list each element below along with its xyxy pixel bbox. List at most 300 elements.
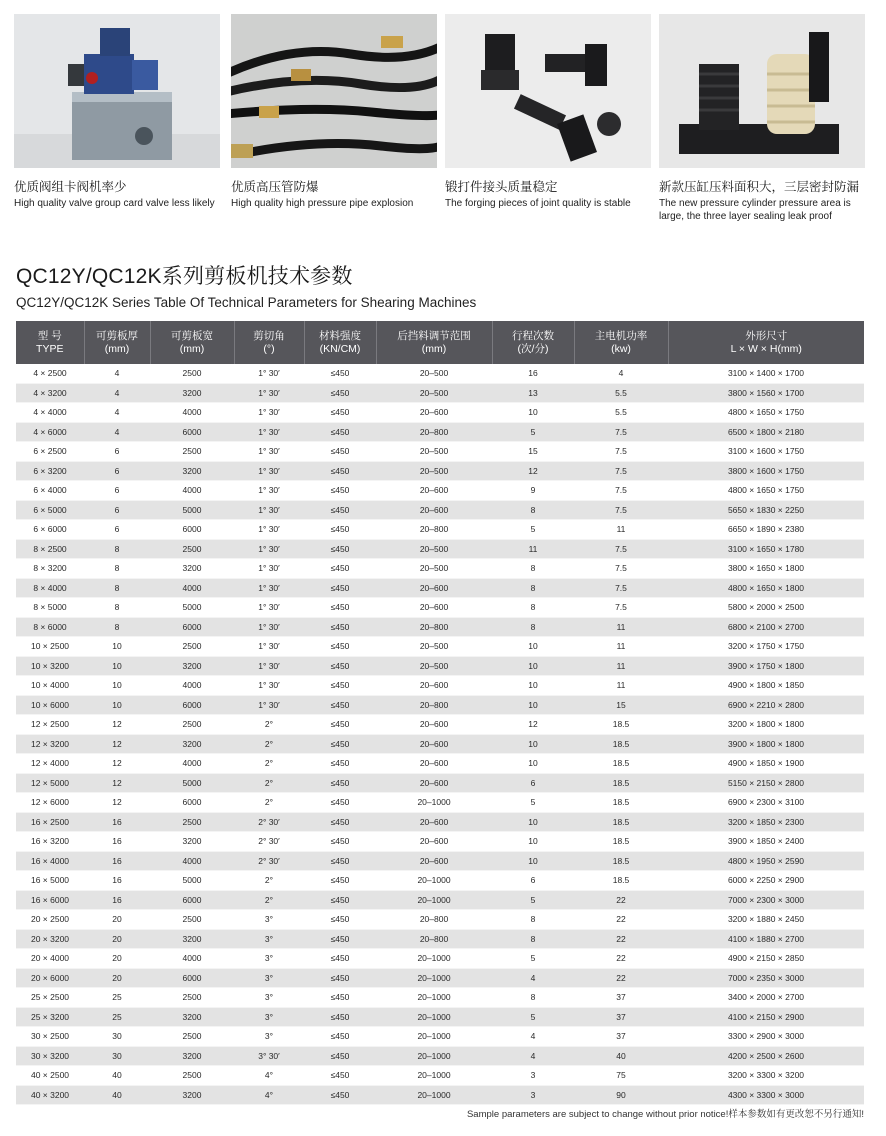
table-cell: 20–1000 — [376, 988, 492, 1008]
table-cell: 30 — [84, 1027, 150, 1047]
table-cell: 8 — [84, 539, 150, 559]
table-cell: 5800 × 2000 × 2500 — [668, 598, 864, 618]
pressure-cylinder-photo — [659, 14, 865, 168]
table-cell: 10 — [492, 676, 574, 696]
table-cell: 4 — [84, 364, 150, 383]
feature-strip — [14, 14, 864, 234]
feature-caption-zh: 新款压缸压料面积大，三层密封防漏 — [659, 180, 860, 194]
table-cell: 22 — [574, 929, 668, 949]
table-cell: 18.5 — [574, 832, 668, 852]
table-cell: ≤450 — [304, 812, 376, 832]
column-header-en: (kw) — [611, 342, 631, 355]
table-cell: 5 — [492, 422, 574, 442]
table-row — [16, 403, 864, 423]
table-cell: 3200 — [150, 1007, 234, 1027]
table-cell: 6000 — [150, 968, 234, 988]
column-header — [150, 321, 234, 364]
table-cell: 20–1000 — [376, 1027, 492, 1047]
table-cell: 3° — [234, 988, 304, 1008]
table-cell: ≤450 — [304, 578, 376, 598]
spec-table — [16, 321, 864, 1105]
table-cell: 3800 × 1600 × 1750 — [668, 461, 864, 481]
table-cell: 5.5 — [574, 383, 668, 403]
table-cell: 20–500 — [376, 637, 492, 657]
table-cell: 6 × 3200 — [16, 461, 84, 481]
table-cell: ≤450 — [304, 598, 376, 618]
table-cell: 6 × 5000 — [16, 500, 84, 520]
table-row — [16, 481, 864, 501]
table-cell: ≤450 — [304, 1027, 376, 1047]
table-cell: ≤450 — [304, 461, 376, 481]
table-cell: 1° 30′ — [234, 383, 304, 403]
column-header — [304, 321, 376, 364]
column-header-zh: 可剪板宽 — [171, 329, 213, 342]
table-row — [16, 1085, 864, 1105]
table-cell: 10 — [492, 637, 574, 657]
table-cell: 4 — [492, 1046, 574, 1066]
table-cell: 1° 30′ — [234, 637, 304, 657]
table-row — [16, 500, 864, 520]
table-cell: 4 × 3200 — [16, 383, 84, 403]
table-cell: 8 — [492, 500, 574, 520]
fittings-photo — [445, 14, 651, 168]
column-header-en: (KN/CM) — [319, 342, 361, 355]
table-cell: 18.5 — [574, 754, 668, 774]
table-cell: 20–600 — [376, 715, 492, 735]
page-subtitle: QC12Y/QC12K Series Table Of Technical Parameters for Shearing Machines — [16, 295, 477, 310]
table-cell: 1° 30′ — [234, 442, 304, 462]
column-header-en: (mm) — [104, 342, 130, 355]
table-cell: 4000 — [150, 481, 234, 501]
table-cell: 20–1000 — [376, 793, 492, 813]
table-cell: 16 — [84, 871, 150, 891]
table-cell: 3300 × 2900 × 3000 — [668, 1027, 864, 1047]
table-cell: 11 — [574, 617, 668, 637]
table-cell: ≤450 — [304, 949, 376, 969]
table-cell: 4800 × 1650 × 1750 — [668, 403, 864, 423]
table-cell: 40 — [574, 1046, 668, 1066]
table-cell: 20–1000 — [376, 1007, 492, 1027]
table-cell: 20–500 — [376, 461, 492, 481]
feature-caption-en: The new pressure cylinder pressure area is large, the three layer sealing leak proof — [659, 198, 851, 222]
table-cell: 9 — [492, 481, 574, 501]
table-cell: 25 × 2500 — [16, 988, 84, 1008]
table-cell: 1° 30′ — [234, 403, 304, 423]
table-cell: 12 × 6000 — [16, 793, 84, 813]
table-cell: 20–600 — [376, 832, 492, 852]
table-cell: 1° 30′ — [234, 695, 304, 715]
table-cell: 2500 — [150, 988, 234, 1008]
table-cell: 3400 × 2000 × 2700 — [668, 988, 864, 1008]
table-cell: 10 — [492, 403, 574, 423]
table-cell: ≤450 — [304, 734, 376, 754]
table-cell: 5150 × 2150 × 2800 — [668, 773, 864, 793]
table-cell: 2500 — [150, 442, 234, 462]
table-cell: 20–500 — [376, 442, 492, 462]
table-cell: ≤450 — [304, 1066, 376, 1086]
column-header — [574, 321, 668, 364]
table-cell: 6800 × 2100 × 2700 — [668, 617, 864, 637]
table-cell: ≤450 — [304, 1046, 376, 1066]
table-cell: 3° — [234, 929, 304, 949]
table-cell: ≤450 — [304, 851, 376, 871]
table-cell: 6000 — [150, 520, 234, 540]
table-cell: 8 — [492, 578, 574, 598]
table-cell: 10 × 6000 — [16, 695, 84, 715]
table-row — [16, 1027, 864, 1047]
table-cell: 3 — [492, 1066, 574, 1086]
table-cell: 20–600 — [376, 500, 492, 520]
table-cell: 12 — [84, 754, 150, 774]
table-cell: 8 × 2500 — [16, 539, 84, 559]
feature-caption-en: The forging pieces of joint quality is stable — [445, 198, 631, 209]
table-cell: 37 — [574, 1027, 668, 1047]
table-cell: 20–800 — [376, 910, 492, 930]
table-cell: 20–600 — [376, 773, 492, 793]
feature-caption-zh: 优质阀组卡阀机率少 — [14, 180, 127, 194]
table-cell: 1° 30′ — [234, 676, 304, 696]
table-cell: 3200 × 1850 × 2300 — [668, 812, 864, 832]
table-cell: 1° 30′ — [234, 461, 304, 481]
table-cell: ≤450 — [304, 559, 376, 579]
table-cell: 10 × 3200 — [16, 656, 84, 676]
table-cell: 40 × 2500 — [16, 1066, 84, 1086]
table-cell: 5000 — [150, 598, 234, 618]
column-header-zh: 行程次数 — [512, 329, 554, 342]
table-cell: 15 — [574, 695, 668, 715]
table-row — [16, 910, 864, 930]
table-cell: 2° — [234, 773, 304, 793]
column-header-zh: 型 号 — [37, 329, 62, 342]
table-cell: 20–800 — [376, 695, 492, 715]
table-cell: 6900 × 2210 × 2800 — [668, 695, 864, 715]
column-header-en: (次/分) — [517, 342, 549, 355]
table-row — [16, 890, 864, 910]
table-cell: 15 — [492, 442, 574, 462]
table-cell: 20–800 — [376, 929, 492, 949]
table-cell: 25 — [84, 1007, 150, 1027]
table-cell: 4000 — [150, 851, 234, 871]
table-cell: 20–1000 — [376, 871, 492, 891]
table-cell: 5 — [492, 520, 574, 540]
table-cell: 8 × 5000 — [16, 598, 84, 618]
table-cell: 20–600 — [376, 598, 492, 618]
table-cell: 6000 × 2250 × 2900 — [668, 871, 864, 891]
table-cell: 3100 × 1600 × 1750 — [668, 442, 864, 462]
table-cell: 16 — [84, 890, 150, 910]
table-cell: 3800 × 1560 × 1700 — [668, 383, 864, 403]
table-cell: 4 — [84, 403, 150, 423]
column-header-zh: 材料强度 — [319, 329, 361, 342]
table-row — [16, 773, 864, 793]
table-cell: 2500 — [150, 539, 234, 559]
table-cell: ≤450 — [304, 520, 376, 540]
table-cell: 2500 — [150, 1066, 234, 1086]
table-cell: 3200 — [150, 832, 234, 852]
table-row — [16, 968, 864, 988]
table-cell: 3200 — [150, 383, 234, 403]
table-cell: 20–600 — [376, 676, 492, 696]
footnote: Sample parameters are subject to change without prior notice!样本参数如有更改恕不另行通知! — [466, 1109, 864, 1120]
column-header — [376, 321, 492, 364]
table-cell: 8 — [492, 910, 574, 930]
table-cell: 12 × 4000 — [16, 754, 84, 774]
table-cell: 3100 × 1650 × 1780 — [668, 539, 864, 559]
table-cell: 3200 — [150, 929, 234, 949]
table-cell: 7.5 — [574, 559, 668, 579]
column-header-en: (mm) — [179, 342, 205, 355]
table-row — [16, 793, 864, 813]
column-header — [16, 321, 84, 364]
feature-fittings — [445, 14, 651, 210]
table-cell: 1° 30′ — [234, 578, 304, 598]
table-cell: 18.5 — [574, 851, 668, 871]
table-cell: 10 — [492, 812, 574, 832]
table-row — [16, 851, 864, 871]
table-cell: 20–1000 — [376, 1085, 492, 1105]
table-cell: 10 × 4000 — [16, 676, 84, 696]
table-cell: 10 — [492, 695, 574, 715]
table-cell: 3900 × 1850 × 2400 — [668, 832, 864, 852]
table-cell: 20 — [84, 968, 150, 988]
table-cell: 30 — [84, 1046, 150, 1066]
table-row — [16, 656, 864, 676]
table-cell: 4 × 4000 — [16, 403, 84, 423]
column-header-zh: 后挡料调节范围 — [397, 329, 471, 342]
table-cell: 5 — [492, 793, 574, 813]
table-cell: 10 — [492, 754, 574, 774]
table-cell: ≤450 — [304, 754, 376, 774]
table-cell: 2° — [234, 715, 304, 735]
table-cell: ≤450 — [304, 403, 376, 423]
table-cell: 4900 × 2150 × 2850 — [668, 949, 864, 969]
table-row — [16, 598, 864, 618]
table-cell: 2500 — [150, 364, 234, 383]
table-cell: 12 × 5000 — [16, 773, 84, 793]
table-row — [16, 695, 864, 715]
table-cell: 5000 — [150, 500, 234, 520]
table-cell: 12 — [84, 734, 150, 754]
table-cell: 12 × 3200 — [16, 734, 84, 754]
table-cell: 16 — [84, 851, 150, 871]
page-title: QC12Y/QC12K系列剪板机技术参数 — [16, 265, 353, 288]
table-cell: 16 — [492, 364, 574, 383]
table-cell: 11 — [574, 676, 668, 696]
table-cell: 2° — [234, 734, 304, 754]
column-header — [492, 321, 574, 364]
table-cell: 4 — [84, 383, 150, 403]
table-cell: 12 — [84, 773, 150, 793]
table-cell: 3° — [234, 1027, 304, 1047]
table-cell: ≤450 — [304, 773, 376, 793]
table-cell: 20–500 — [376, 383, 492, 403]
table-cell: 18.5 — [574, 773, 668, 793]
table-cell: 37 — [574, 1007, 668, 1027]
column-header-en: (mm) — [421, 342, 447, 355]
table-cell: 7.5 — [574, 598, 668, 618]
table-cell: 20–800 — [376, 422, 492, 442]
table-cell: 5 — [492, 890, 574, 910]
table-cell: 20 × 4000 — [16, 949, 84, 969]
table-cell: 3800 × 1650 × 1800 — [668, 559, 864, 579]
table-cell: 16 × 6000 — [16, 890, 84, 910]
table-cell: 5650 × 1830 × 2250 — [668, 500, 864, 520]
table-cell: 1° 30′ — [234, 559, 304, 579]
feature-hose — [231, 14, 437, 210]
table-cell: 37 — [574, 988, 668, 1008]
table-cell: 4100 × 1880 × 2700 — [668, 929, 864, 949]
table-cell: 20 — [84, 910, 150, 930]
table-cell: 3200 — [150, 734, 234, 754]
table-cell: 2500 — [150, 812, 234, 832]
table-cell: 16 × 3200 — [16, 832, 84, 852]
hose-photo — [231, 14, 437, 168]
table-row — [16, 754, 864, 774]
table-cell: 6900 × 2300 × 3100 — [668, 793, 864, 813]
table-row — [16, 949, 864, 969]
table-row — [16, 812, 864, 832]
table-cell: ≤450 — [304, 656, 376, 676]
table-row — [16, 442, 864, 462]
table-cell: 5 — [492, 949, 574, 969]
table-cell: 4° — [234, 1085, 304, 1105]
table-cell: 6000 — [150, 695, 234, 715]
column-header — [234, 321, 304, 364]
table-cell: 20 × 6000 — [16, 968, 84, 988]
table-row — [16, 422, 864, 442]
table-cell: 3200 — [150, 656, 234, 676]
table-cell: 3 — [492, 1085, 574, 1105]
table-cell: 10 — [84, 637, 150, 657]
table-cell: 12 — [492, 461, 574, 481]
table-cell: 20–600 — [376, 403, 492, 423]
table-cell: 20–800 — [376, 520, 492, 540]
table-cell: 12 × 2500 — [16, 715, 84, 735]
table-cell: 8 — [492, 988, 574, 1008]
table-cell: ≤450 — [304, 832, 376, 852]
table-row — [16, 637, 864, 657]
table-cell: 16 × 4000 — [16, 851, 84, 871]
table-cell: 4000 — [150, 403, 234, 423]
table-cell: 90 — [574, 1085, 668, 1105]
table-cell: 4 × 2500 — [16, 364, 84, 383]
table-row — [16, 715, 864, 735]
table-cell: 20–600 — [376, 754, 492, 774]
table-row — [16, 676, 864, 696]
table-cell: 7.5 — [574, 461, 668, 481]
table-cell: 4000 — [150, 578, 234, 598]
table-cell: 75 — [574, 1066, 668, 1086]
table-row — [16, 617, 864, 637]
table-cell: 3900 × 1800 × 1800 — [668, 734, 864, 754]
table-cell: ≤450 — [304, 539, 376, 559]
table-cell: 2° — [234, 754, 304, 774]
table-cell: 8 — [84, 559, 150, 579]
table-cell: 4000 — [150, 676, 234, 696]
column-header-en: L × W × H(mm) — [730, 342, 802, 355]
column-header-zh: 主电机功率 — [594, 329, 648, 342]
table-cell: 18.5 — [574, 871, 668, 891]
table-cell: 3200 — [150, 559, 234, 579]
table-cell: 4 — [574, 364, 668, 383]
table-cell: 6 × 6000 — [16, 520, 84, 540]
table-cell: 22 — [574, 968, 668, 988]
table-cell: 20–1000 — [376, 1046, 492, 1066]
table-cell: 4200 × 2500 × 2600 — [668, 1046, 864, 1066]
table-cell: 10 — [492, 851, 574, 871]
table-cell: 7.5 — [574, 442, 668, 462]
table-cell: 6500 × 1800 × 2180 — [668, 422, 864, 442]
table-cell: 2° 30′ — [234, 832, 304, 852]
table-cell: 2500 — [150, 1027, 234, 1047]
table-cell: 20–1000 — [376, 949, 492, 969]
table-row — [16, 520, 864, 540]
table-cell: ≤450 — [304, 793, 376, 813]
table-cell: ≤450 — [304, 422, 376, 442]
table-cell: 40 — [84, 1066, 150, 1086]
table-cell: 40 × 3200 — [16, 1085, 84, 1105]
table-cell: 1° 30′ — [234, 598, 304, 618]
table-cell: 18.5 — [574, 734, 668, 754]
table-cell: 4800 × 1950 × 2590 — [668, 851, 864, 871]
table-cell: 7000 × 2350 × 3000 — [668, 968, 864, 988]
table-cell: 1° 30′ — [234, 364, 304, 383]
table-cell: 4 — [492, 968, 574, 988]
table-cell: 8 × 3200 — [16, 559, 84, 579]
table-cell: ≤450 — [304, 1007, 376, 1027]
table-cell: 20–500 — [376, 559, 492, 579]
feature-pressure-cylinder — [659, 14, 865, 223]
table-cell: 18.5 — [574, 793, 668, 813]
column-header-en: TYPE — [36, 342, 64, 355]
table-row — [16, 929, 864, 949]
table-cell: 7.5 — [574, 539, 668, 559]
table-row — [16, 988, 864, 1008]
table-cell: 12 — [84, 715, 150, 735]
table-cell: 20–500 — [376, 364, 492, 383]
table-cell: 3° — [234, 949, 304, 969]
table-cell: ≤450 — [304, 364, 376, 383]
table-cell: 7000 × 2300 × 3000 — [668, 890, 864, 910]
table-row — [16, 539, 864, 559]
feature-caption-zh: 优质高压管防爆 — [231, 180, 319, 194]
table-cell: 2° 30′ — [234, 812, 304, 832]
valve-group-photo — [14, 14, 220, 168]
table-cell: 22 — [574, 949, 668, 969]
table-cell: 3200 × 1750 × 1750 — [668, 637, 864, 657]
table-row — [16, 1066, 864, 1086]
table-cell: ≤450 — [304, 383, 376, 403]
table-cell: 2° — [234, 890, 304, 910]
table-cell: ≤450 — [304, 910, 376, 930]
table-row — [16, 578, 864, 598]
table-cell: 11 — [574, 637, 668, 657]
feature-caption-en: High quality high pressure pipe explosion — [231, 198, 414, 209]
table-cell: ≤450 — [304, 617, 376, 637]
table-cell: ≤450 — [304, 637, 376, 657]
table-cell: 4 — [492, 1027, 574, 1047]
table-cell: ≤450 — [304, 871, 376, 891]
table-cell: 6 × 2500 — [16, 442, 84, 462]
table-cell: 10 — [84, 656, 150, 676]
table-cell: 6 — [492, 773, 574, 793]
table-cell: 10 × 2500 — [16, 637, 84, 657]
table-cell: 2500 — [150, 637, 234, 657]
table-cell: 3100 × 1400 × 1700 — [668, 364, 864, 383]
table-cell: ≤450 — [304, 988, 376, 1008]
table-cell: 8 — [84, 598, 150, 618]
table-cell: 4900 × 1850 × 1900 — [668, 754, 864, 774]
